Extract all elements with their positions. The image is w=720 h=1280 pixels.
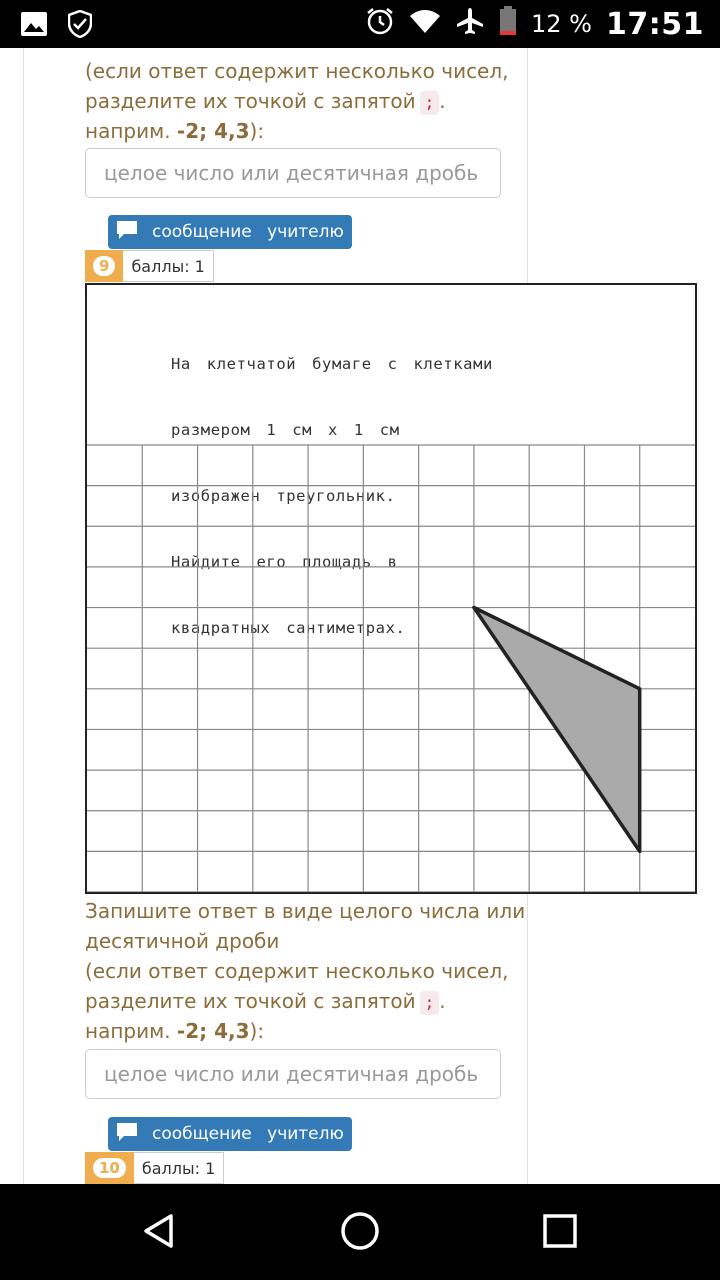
problem-line: размером 1 см x 1 см bbox=[171, 421, 400, 439]
example-line: наприм. -2; 4,3): bbox=[85, 119, 265, 143]
task-number: 9 bbox=[93, 256, 115, 276]
task9-answer-input[interactable] bbox=[85, 1049, 501, 1099]
task-number-badge bbox=[85, 1152, 134, 1184]
chat-icon bbox=[116, 1122, 138, 1147]
hint-text: разделите их точкой с запятой bbox=[85, 89, 416, 113]
hint-text: разделите их точкой с запятой bbox=[85, 989, 416, 1013]
task9-message-teacher-button[interactable] bbox=[108, 1117, 352, 1151]
problem-line: Найдите его площадь в bbox=[171, 553, 398, 571]
hint-line: разделите их точкой с запятой ; . bbox=[85, 989, 446, 1013]
recents-icon bbox=[541, 1212, 579, 1254]
problem-line: На клетчатой бумаге с клетками bbox=[171, 355, 493, 373]
status-bar bbox=[0, 0, 720, 48]
example-line: наприм. -2; 4,3): bbox=[85, 1019, 265, 1043]
image-icon bbox=[20, 11, 48, 41]
home-button[interactable] bbox=[335, 1208, 385, 1258]
shield-check-icon bbox=[68, 10, 92, 42]
message-button-label: сообщение учителю bbox=[152, 222, 344, 242]
task-number-badge bbox=[85, 250, 123, 282]
home-icon bbox=[339, 1210, 381, 1256]
recents-button[interactable] bbox=[535, 1208, 585, 1258]
task8-hint bbox=[85, 56, 509, 146]
left-border bbox=[23, 48, 24, 1184]
task9-figure bbox=[85, 283, 697, 894]
battery-icon bbox=[499, 6, 517, 42]
task9-header bbox=[85, 250, 214, 282]
task9-hint bbox=[85, 896, 525, 1046]
back-button[interactable] bbox=[135, 1208, 185, 1258]
clock: 17:51 bbox=[606, 6, 704, 42]
back-icon bbox=[140, 1211, 180, 1255]
separator-code: ; bbox=[420, 91, 440, 115]
answer-instruction-line: десятичной дроби bbox=[85, 929, 280, 953]
hint-line: (если ответ содержит несколько чисел, bbox=[85, 959, 509, 983]
page-content bbox=[0, 48, 720, 1184]
message-button-label: сообщение учителю bbox=[152, 1124, 344, 1144]
example-label: наприм. bbox=[85, 119, 171, 143]
chat-icon bbox=[116, 220, 138, 245]
points-label: баллы: 1 bbox=[134, 1152, 224, 1184]
task10-header bbox=[85, 1152, 224, 1184]
battery-percent: 12 % bbox=[531, 10, 592, 38]
alarm-icon bbox=[365, 6, 395, 42]
hint-line: разделите их точкой с запятой ; . bbox=[85, 89, 446, 113]
hint-line: (если ответ содержит несколько чисел, bbox=[85, 59, 509, 83]
airplane-icon bbox=[455, 6, 485, 42]
separator-code: ; bbox=[420, 991, 440, 1015]
points-label: баллы: 1 bbox=[123, 250, 213, 282]
example-value: -2; 4,3 bbox=[176, 1019, 250, 1043]
task8-answer-input[interactable] bbox=[85, 148, 501, 198]
answer-instruction-line: Запишите ответ в виде целого числа или bbox=[85, 899, 526, 923]
example-value: -2; 4,3 bbox=[176, 119, 250, 143]
wifi-icon bbox=[409, 8, 441, 40]
grid-diagram bbox=[87, 285, 695, 892]
task8-message-teacher-button[interactable] bbox=[108, 215, 352, 249]
problem-line: квадратных сантиметрах. bbox=[171, 619, 406, 637]
task-number: 10 bbox=[93, 1158, 126, 1178]
navigation-bar bbox=[0, 1184, 720, 1280]
example-label: наприм. bbox=[85, 1019, 171, 1043]
problem-line: изображен треугольник. bbox=[171, 487, 396, 505]
